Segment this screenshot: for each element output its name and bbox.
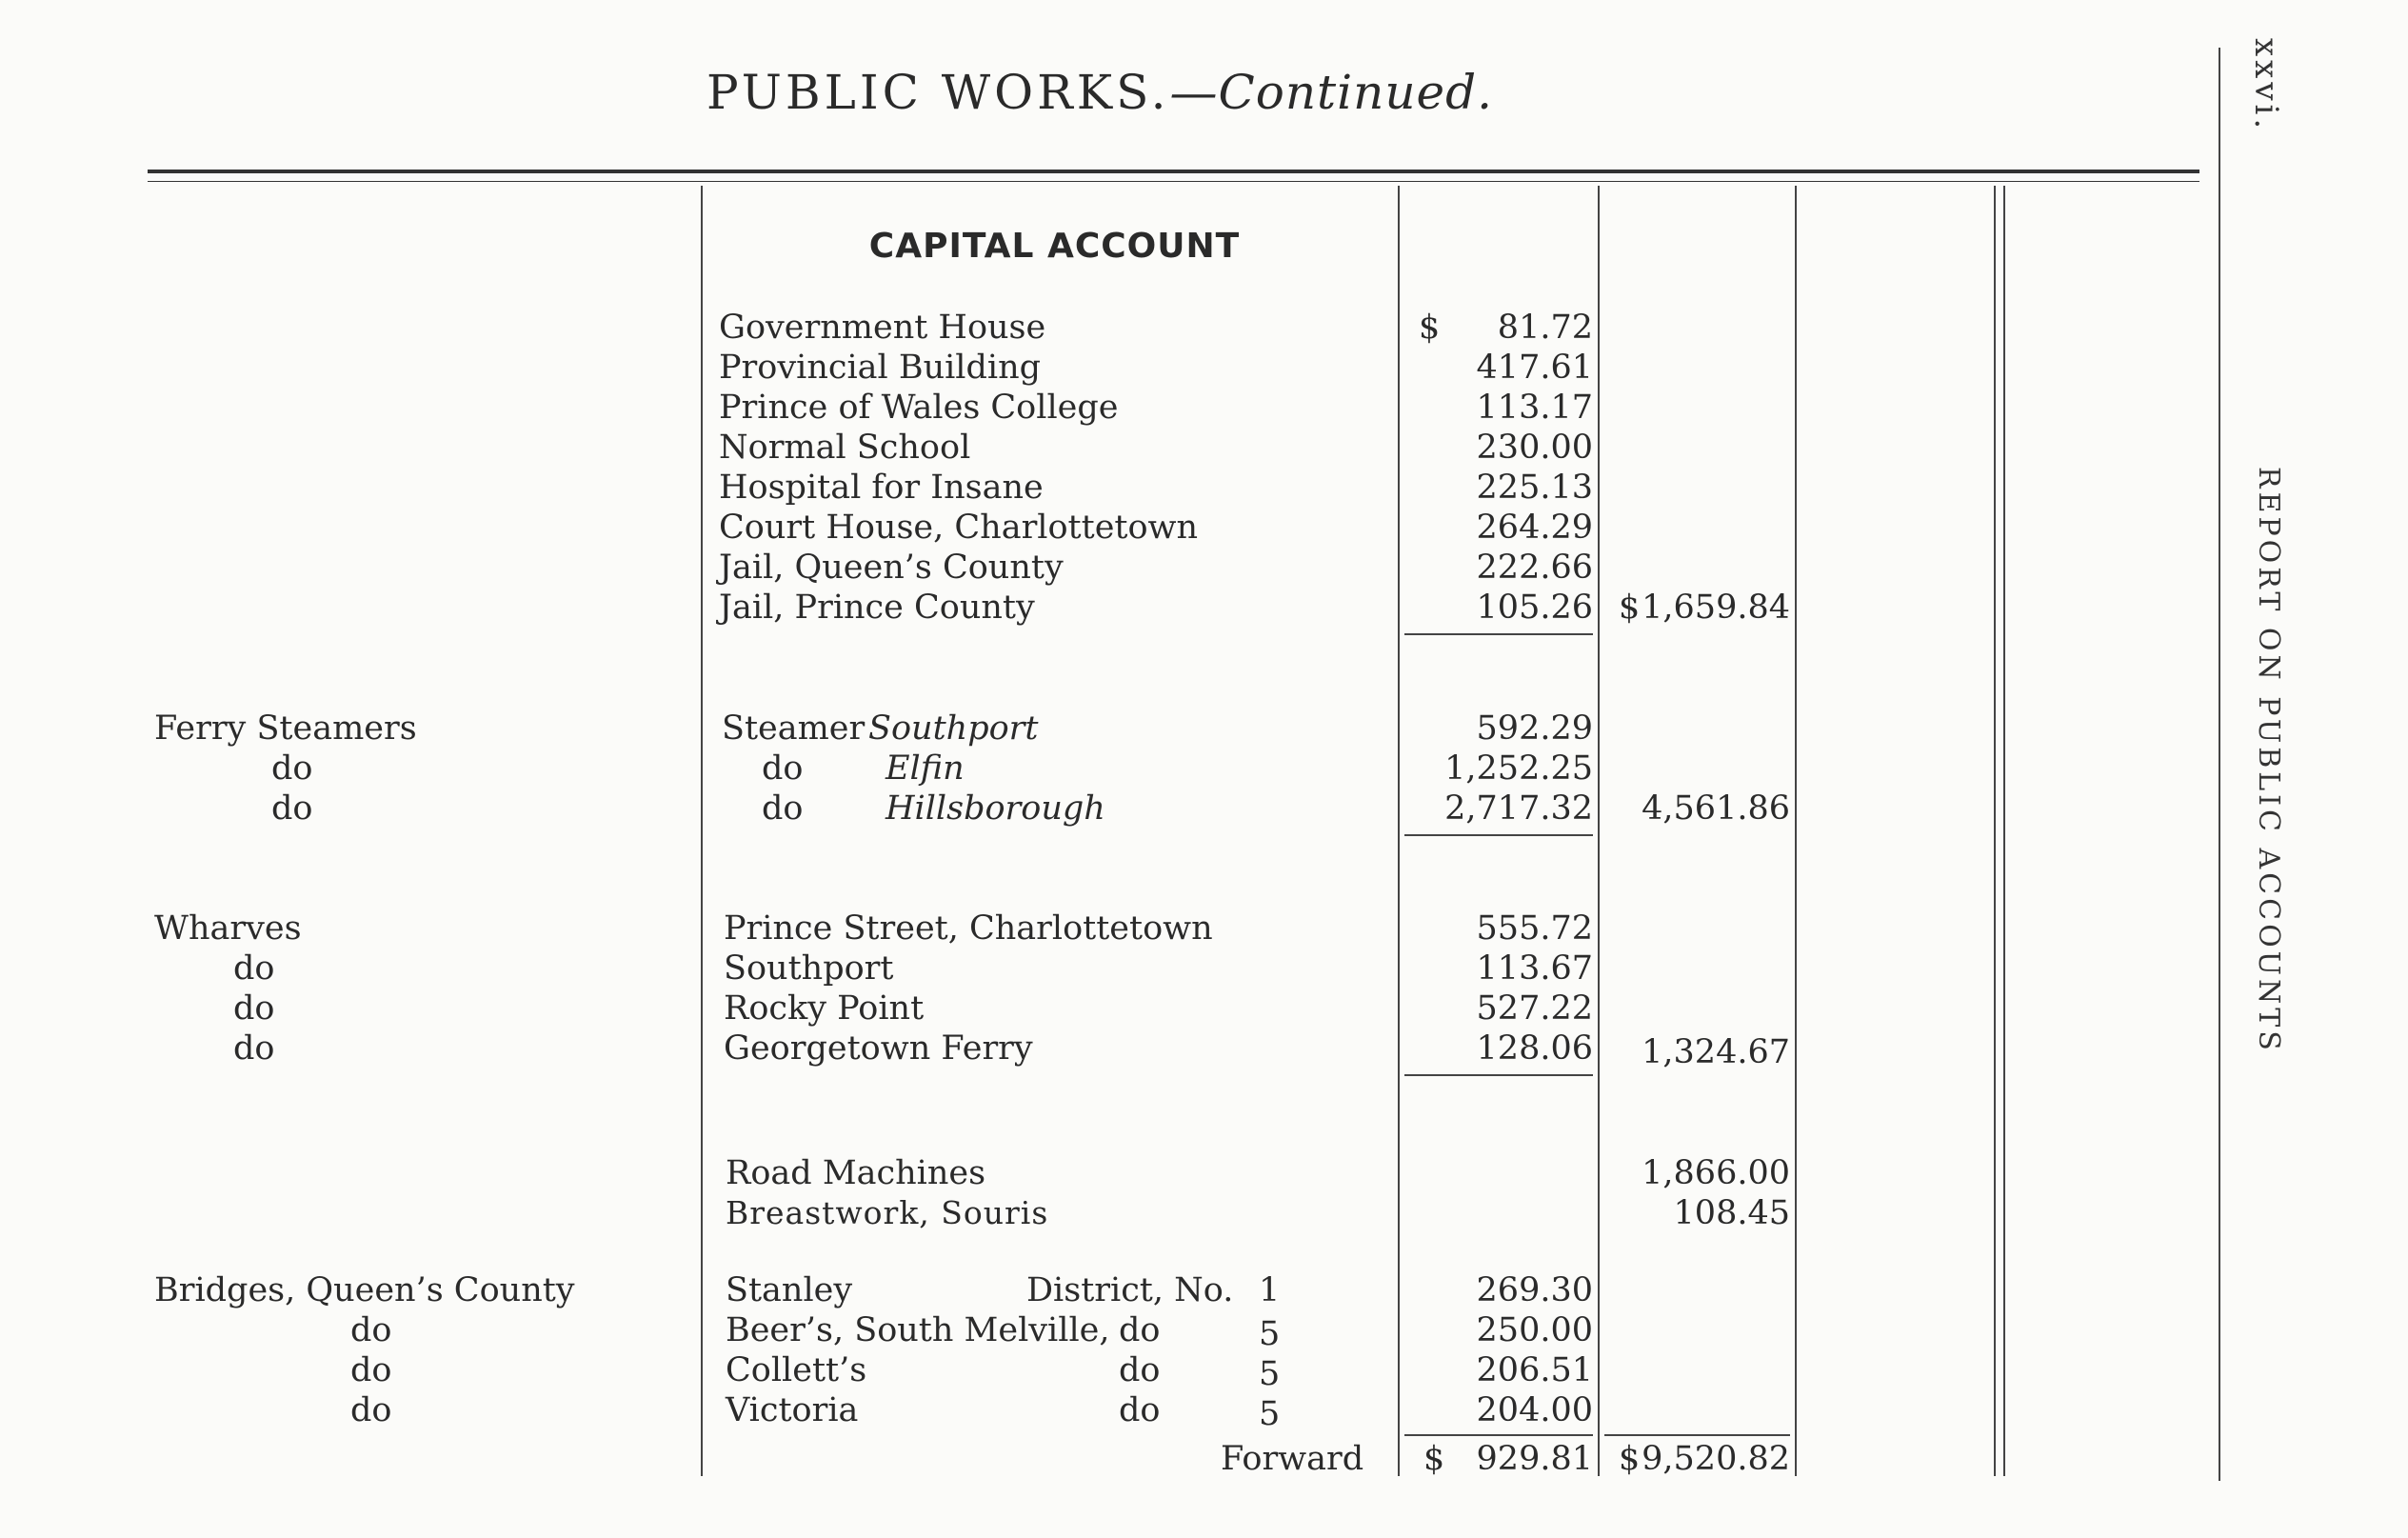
line-item-amount: 105.26 xyxy=(1476,589,1593,627)
line-item-amount: 250.00 xyxy=(1476,1311,1593,1349)
section-heading: CAPITAL ACCOUNT xyxy=(868,227,1241,266)
line-item-amount: 555.72 xyxy=(1476,909,1593,948)
ditto-mark: do xyxy=(350,1311,392,1349)
line-item-amount: 81.72 xyxy=(1497,309,1593,347)
dollar-sign: $ xyxy=(1419,309,1441,347)
column-rule-description xyxy=(701,186,703,1476)
forward-dollar-sign: $ xyxy=(1423,1440,1445,1478)
line-item-amount: 113.67 xyxy=(1476,949,1593,988)
vessel-name: Southport xyxy=(868,709,1039,748)
line-item-amount: 225.13 xyxy=(1476,469,1593,507)
ditto-mark: do xyxy=(271,789,313,828)
line-item-name: Government House xyxy=(719,309,1046,347)
bridge-district: do xyxy=(1119,1391,1161,1429)
ditto-mark: do xyxy=(233,989,275,1028)
line-item-amount: 204.00 xyxy=(1476,1391,1593,1429)
line-item-amount: 527.22 xyxy=(1476,989,1593,1028)
line-item-prefix: do xyxy=(762,789,804,828)
line-item-amount: 2,717.32 xyxy=(1444,789,1593,828)
ditto-mark: do xyxy=(233,949,275,988)
line-item-amount: 128.06 xyxy=(1476,1029,1593,1068)
buildings-sum-rule xyxy=(1404,633,1593,635)
header-rule-thin xyxy=(148,181,2199,182)
right-margin-rule xyxy=(2219,48,2220,1481)
bridge-district-number: 5 xyxy=(1259,1395,1281,1433)
page-title: PUBLIC WORKS.—Continued. xyxy=(706,65,1494,120)
line-item-amount: 113.17 xyxy=(1476,389,1593,427)
line-item-amount: 592.29 xyxy=(1476,709,1593,748)
line-item-name: Breastwork, Souris xyxy=(726,1194,1049,1231)
bridge-district-number: 1 xyxy=(1259,1271,1281,1309)
category-label: Bridges, Queen’s County xyxy=(154,1271,575,1309)
header-rule-thick xyxy=(148,170,2199,173)
total-dollar-sign: $ xyxy=(1619,589,1641,627)
ferry-sum-rule xyxy=(1404,834,1593,836)
line-item-amount: 222.66 xyxy=(1476,549,1593,587)
line-item-amount: 417.61 xyxy=(1476,349,1593,387)
line-item-total: 108.45 xyxy=(1673,1194,1790,1232)
line-item-name: Georgetown Ferry xyxy=(724,1029,1033,1068)
line-item-amount: 264.29 xyxy=(1476,509,1593,547)
forward-total: 9,520.82 xyxy=(1642,1440,1790,1478)
bridge-district: do xyxy=(1119,1311,1161,1349)
line-item-total: 1,866.00 xyxy=(1642,1154,1790,1192)
line-item-name: Prince of Wales College xyxy=(719,389,1119,427)
ditto-mark: do xyxy=(350,1391,392,1429)
vessel-name: Hillsborough xyxy=(886,789,1105,828)
bridge-name: Stanley xyxy=(726,1271,853,1309)
forward-total-dollar-sign: $ xyxy=(1619,1440,1641,1478)
forward-sum-rule-left xyxy=(1404,1434,1593,1436)
line-item-amount: 206.51 xyxy=(1476,1351,1593,1389)
line-item-prefix: Steamer xyxy=(722,709,866,748)
forward-subtotal: 929.81 xyxy=(1476,1440,1593,1478)
bridge-district: do xyxy=(1119,1351,1161,1389)
bridge-name: Collett’s xyxy=(726,1351,867,1389)
vessel-name: Elfin xyxy=(886,749,965,788)
forward-sum-rule-right xyxy=(1604,1434,1790,1436)
line-item-amount: 269.30 xyxy=(1476,1271,1593,1309)
line-item-amount: 1,252.25 xyxy=(1444,749,1593,788)
wharves-total: 1,324.67 xyxy=(1642,1033,1790,1071)
line-item-name: Normal School xyxy=(719,429,971,467)
line-item-name: Court House, Charlottetown xyxy=(719,509,1199,547)
line-item-name: Jail, Prince County xyxy=(719,589,1035,627)
line-item-name: Southport xyxy=(724,949,894,988)
line-item-prefix: do xyxy=(762,749,804,788)
column-rule-amount-left xyxy=(1398,186,1400,1476)
bridge-district-number: 5 xyxy=(1259,1355,1281,1393)
column-rule-amount-right xyxy=(1598,186,1600,1476)
buildings-total: 1,659.84 xyxy=(1642,589,1790,627)
line-item-name: Hospital for Insane xyxy=(719,469,1044,507)
ditto-mark: do xyxy=(350,1351,392,1389)
bridge-district-number: 5 xyxy=(1259,1315,1281,1353)
side-title: REPORT ON PUBLIC ACCOUNTS xyxy=(2252,467,2285,1054)
column-rule-double-b xyxy=(2003,186,2005,1476)
line-item-name: Provincial Building xyxy=(719,349,1042,387)
page-number: xxvi. xyxy=(2247,38,2285,133)
wharves-sum-rule xyxy=(1404,1074,1593,1076)
ditto-mark: do xyxy=(271,749,313,788)
category-label: Wharves xyxy=(154,909,302,948)
line-item-name: Road Machines xyxy=(726,1154,986,1192)
bridge-district: District, No. xyxy=(1026,1271,1234,1309)
bridge-name: Victoria xyxy=(726,1391,859,1429)
line-item-name: Rocky Point xyxy=(724,989,925,1028)
category-label: Ferry Steamers xyxy=(154,709,417,748)
ditto-mark: do xyxy=(233,1029,275,1068)
line-item-name: Jail, Queen’s County xyxy=(719,549,1064,587)
forward-label: Forward xyxy=(1221,1440,1364,1478)
column-rule-double-a xyxy=(1994,186,1996,1476)
column-rule-total-right xyxy=(1795,186,1797,1476)
line-item-amount: 230.00 xyxy=(1476,429,1593,467)
ferry-total: 4,561.86 xyxy=(1642,789,1790,828)
line-item-name: Prince Street, Charlottetown xyxy=(724,909,1213,948)
bridge-name: Beer’s, South Melville, xyxy=(726,1311,1110,1349)
